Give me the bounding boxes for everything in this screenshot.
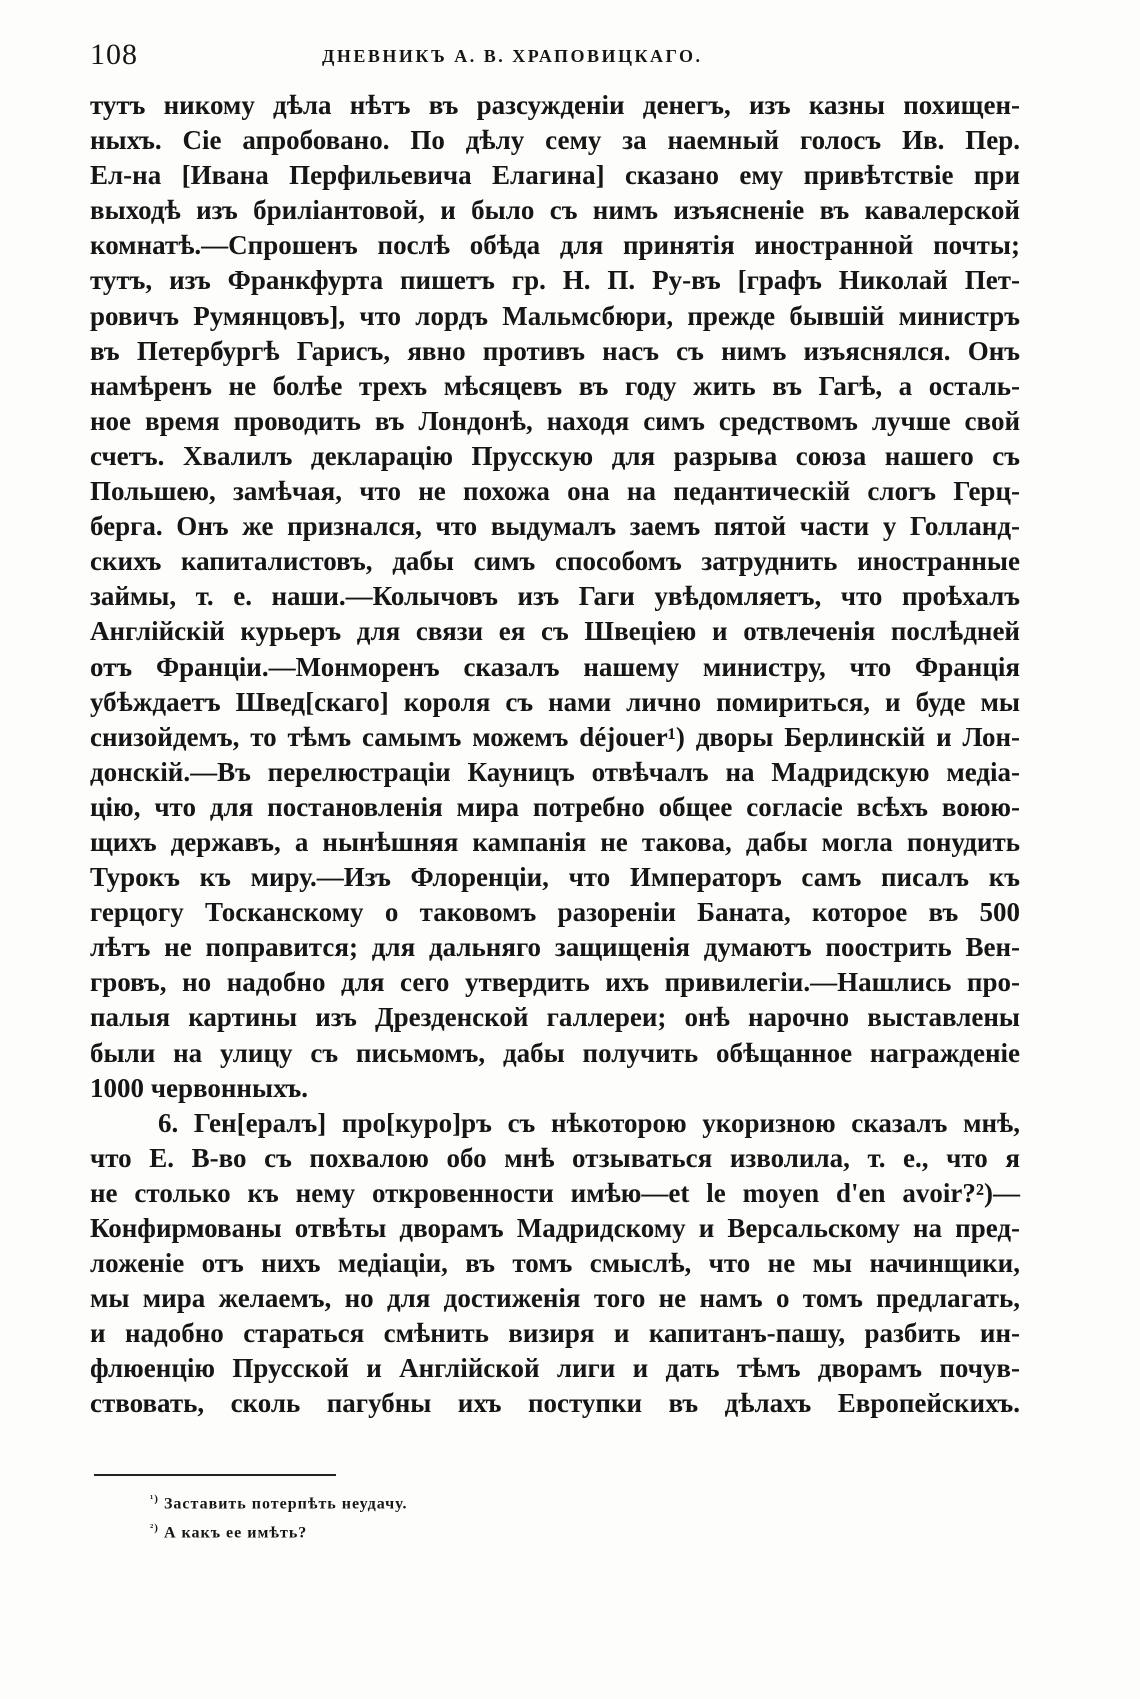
footnote-text: А какъ ее имѣть? (163, 1524, 308, 1542)
footnote-marker: ²) (150, 1522, 159, 1535)
footnote (150, 1487, 408, 1516)
text-line: ровичъ Румянцовъ], что лордъ Мальмсбюри, прежде бывшiй министръ (90, 300, 1020, 331)
text-line: Польшею, замѣчая, что не похожа она на педантическiй слогъ Герц- (90, 476, 1020, 507)
text-line: щихъ державъ, а нынѣшняя кампанiя не такова, дабы могла понудить (90, 826, 1020, 857)
text-line: выходѣ изъ бриліантовой, и было съ нимъ изъясненiе въ кавалерской (90, 195, 1020, 226)
footnote (150, 1516, 408, 1545)
footnote-marker: ¹) (150, 1493, 159, 1505)
paragraph (90, 88, 1020, 1071)
text-line: комнатѣ.—Спрошенъ послѣ обѣда для принятiя иностранной почты; (90, 230, 1020, 261)
text-line: снизойдемъ, то тѣмъ самымъ можемъ déjouer¹) дворы Берлинскiй и Лон- (90, 721, 1020, 752)
footnote-divider (94, 1474, 336, 1476)
text-line: намѣренъ не болѣе трехъ мѣсяцевъ въ году жить въ Гагѣ, а осталь- (90, 370, 1020, 401)
text-line: герцогу Тосканскому о таковомъ разоренiи Баната, которое въ 500 (90, 897, 1020, 928)
text-line: флюенцiю Прусской и Англiйской лиги и дать тѣмъ дворамъ почув- (90, 1353, 1020, 1384)
text-line: не столько къ нему откровенности имѣю—et le moyen d'en avoir?²)— (90, 1177, 1020, 1208)
running-head: ДНЕВНИКЪ А. В. ХРАПОВИЦКАГО. (322, 46, 703, 66)
text-line: были на улицу съ письмомъ, дабы получить обѣщанное награжденiе (90, 1037, 1020, 1068)
text-line: цiю, что для постановленiя мира потребно общее согласiе всѣхъ воюю- (90, 791, 1020, 822)
text-line: ложенiе отъ нихъ медiацiи, въ томъ смыслѣ, что не мы начинщики, (90, 1248, 1020, 1279)
text-line: ныхъ. Сiе апробовано. По дѣлу сему за наемный голосъ Ив. Пер. (90, 125, 1020, 156)
text-line: мы мира желаемъ, но для достиженiя того не намъ о томъ предлагать, (90, 1283, 1020, 1314)
text-line: гровъ, но надобно для сего утвердить ихъ привилегiи.—Нашлись про- (90, 967, 1020, 998)
page-number: 108 (90, 38, 138, 71)
text-line: берга. Онъ же признался, что выдумалъ заемъ пятой части у Голланд- (90, 511, 1020, 542)
paragraph (90, 1106, 1020, 1422)
text-line: въ Петербургѣ Гарисъ, явно противъ насъ съ нимъ изъяснялся. Онъ (90, 335, 1020, 366)
text-line: Конфирмованы отвѣты дворамъ Мадридскому и Версальскому на пред- (90, 1213, 1020, 1243)
body-text (90, 88, 1020, 1422)
text-line: что Е. В-во съ похвалою обо мнѣ отзываться изволила, т. е., что я (90, 1142, 1020, 1173)
text-line: займы, т. е. наши.—Колычовъ изъ Гаги увѣдомляетъ, что проѣхалъ (90, 581, 1020, 612)
text-line: Англiйскiй курьеръ для связи ея съ Швецiею и отвлеченiя послѣдней (90, 616, 1020, 647)
text-line: Турокъ къ миру.—Изъ Флоренцiи, что Императоръ самъ писалъ къ (90, 862, 1020, 893)
footnotes (150, 1487, 408, 1546)
text-line: 1000 червонныхъ. (90, 1072, 309, 1103)
text-line: отъ Францiи.—Монморенъ сказалъ нашему министру, что Францiя (90, 651, 1020, 682)
text-line: ствовать, сколь пагубны ихъ поступки въ дѣлахъ Европейскихъ. (90, 1388, 1020, 1419)
text-line: лѣтъ не поправится; для дальняго защищенiя думаютъ поострить Вен- (90, 932, 1020, 963)
footnote-text: Заставить потерпѣть неудачу. (163, 1495, 408, 1513)
text-line: и надобно стараться смѣнить визиря и капитанъ-пашу, разбить ин- (90, 1318, 1020, 1349)
text-line: 6. Ген[ералъ] про[куро]ръ съ нѣкоторою укоризною сказалъ мнѣ, (158, 1107, 1020, 1138)
text-line: скихъ капиталистовъ, дабы симъ способомъ затруднить иностранные (90, 546, 1020, 577)
text-line: тутъ, изъ Франкфурта пишетъ гр. Н. П. Ру-въ [графъ Николай Пет- (90, 265, 1020, 296)
text-line: счетъ. Хвалилъ декларацiю Прусскую для разрыва союза нашего съ (90, 440, 1020, 471)
text-line: донскiй.—Въ перелюстрацiи Кауницъ отвѣчалъ на Мадридскую медiа- (90, 756, 1020, 787)
text-line: Ел-на [Ивана Перфильевича Елагина] сказано ему привѣтствiе при (90, 160, 1020, 191)
text-line: палыя картины изъ Дрезденской галлереи; онѣ нарочно выставлены (90, 1002, 1020, 1033)
text-line: ное время проводить въ Лондонѣ, находя симъ средствомъ лучше свой (90, 405, 1020, 436)
text-line: убѣждаетъ Швед[скаго] короля съ нами лично помириться, и буде мы (90, 686, 1020, 717)
text-line: тутъ никому дѣла нѣтъ въ разсужденiи денегъ, изъ казны похищен- (90, 90, 1020, 120)
